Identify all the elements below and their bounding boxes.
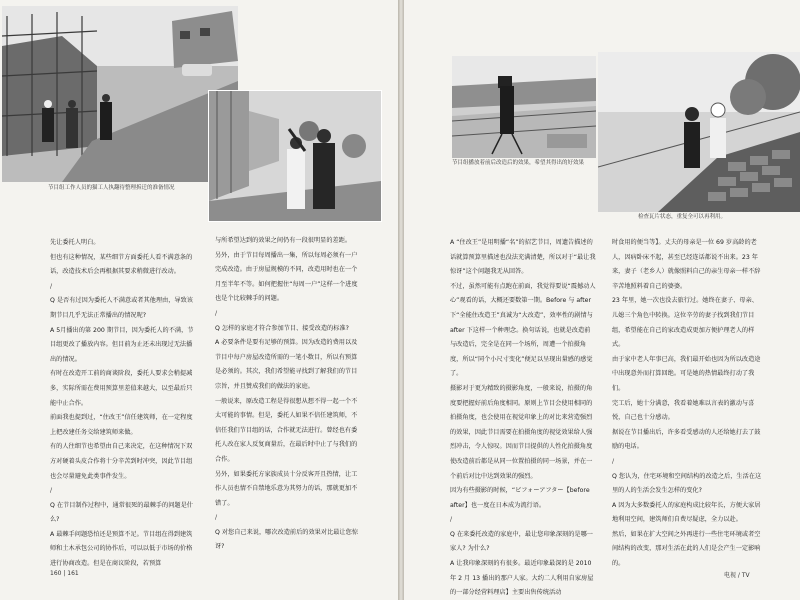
left-page bbox=[0, 0, 398, 600]
body-paragraph: 一般说来，原改造工程是得很想从想不得一起一个不太可能的事情。但是，委托人如果不信任建筑师，不信任我们节目组的话，合作就无法进行。曾经也有委托人改在家人反复商量后，在最后时中止了与我们的合作。 bbox=[215, 397, 358, 463]
question-paragraph: Q 在节目制作过程中，通常很死的最棘手的问题是什么? bbox=[50, 501, 193, 524]
section-separator: / bbox=[612, 457, 615, 465]
answer-paragraph: A 最棘手问题恐怕还是预算不足。节目组在得到建筑师和土木承包公司的协作后，可以以低于市场的价格进行协商改造。但是在商议阶段，若预算 bbox=[50, 530, 193, 568]
body-paragraph: 完工后，她十分满意，我看着她难以言表的激动与喜悦，自己也十分感动。 bbox=[612, 399, 755, 422]
body-paragraph: 另外，如果委托方家族成员十分反客开且热情，让工作人员也情不自禁地乐意为其努力的话，那就更加不错了。 bbox=[215, 470, 358, 507]
question-paragraph: Q 是否有过因为委托人不满意或者其他理由，导致该期节目几乎无法正常播出的情况呢? bbox=[50, 297, 193, 319]
body-paragraph: 有时在改造开工前的商谈阶段，委托人要求会稍提减多，实际所需在费用预算里差值来越大，以至最后只能中止合作。 bbox=[50, 370, 193, 407]
body-paragraph: 因为有些摄影的时候，“ビフォーアフター【before after】也一度在日本成为流行语。 bbox=[450, 487, 590, 509]
question-paragraph: Q 您认为，住宅环境和空间结构的改造之后，生活在这里的人的生活会发生怎样的变化? bbox=[612, 472, 762, 495]
section-separator: / bbox=[450, 516, 453, 524]
body-paragraph: 前面我也提到过，“住改王”信任建筑师，在一定程度上把改建任务交给建筑师来做。 bbox=[50, 414, 193, 436]
body-paragraph: 另外，由于节目每周播出一集，所以每周必须有一户完成改造。由于房屋规模的不同，改造用时也在一个月至半年不等。如何把握住“每周一户”这样一个进度也是个比较棘手的问题。 bbox=[215, 251, 358, 303]
question-paragraph: Q 对您自己来说，哪次改造前后的效果对比最让您惊讶? bbox=[215, 528, 358, 551]
right-page bbox=[404, 0, 800, 600]
photo-caption-left: 节目组播放着前后改造后的效果，希望其得出的好效果 bbox=[452, 160, 585, 166]
page-folio: 160 | 161 bbox=[50, 570, 79, 577]
body-paragraph: 据说在节目播出后，许多看受感动的人还给她打去了鼓励的电话。 bbox=[612, 428, 761, 451]
left-text-column-1 bbox=[50, 236, 196, 572]
right-text-column-1 bbox=[450, 236, 596, 600]
photo-caption: 节目组工作人员的猫工人执翻待整理拆迁的准备情况 bbox=[48, 185, 175, 191]
page-folio-right: 电视 / TV bbox=[724, 572, 750, 579]
body-paragraph: 与所希望达到的效果之间仍有一段很明显的差距。 bbox=[215, 237, 352, 244]
question-paragraph: Q 怎样的家庭才符合参加节目、接受改造的标准? bbox=[215, 324, 349, 332]
body-paragraph: 然后，如果在扩大空间之外再进行一些住宅环境或者空间结构的改变，那对生活在此的人们是会产生一定影响的。 bbox=[612, 530, 761, 568]
body-paragraph: 时食用的便当等】。丈夫的母亲是一位 69 岁高龄的老人，因病卧床不起，甚至已经连话都说不出来。23 年来，妻子（老乡人）就像照料自己的亲生母亲一样不辞辛苦地照料着自己的婆婆。 bbox=[612, 239, 761, 290]
body-paragraph: 摄影对于更为精致的摄影角度，一般来说，拍摄的角度要把握好前后角度相同。原则上节目会使用相同的拍摄角度，也会使用在视觉印象上的对比来营造强烈的效果，因此节目需要在拍摄角度的视觉效果给人强烈冲击，令人惊叹。因而节目提供的人性化拍摄角度使改造前后都是从同一位置拍摄的同一场景，并在一个前后对比中达到效果的强烈。 bbox=[450, 384, 593, 480]
answer-paragraph: A 让我印象深刻的有很多。最近印象最深的是 2010 年 2 月 13 播出的那户人家。大约二人利用自家房屋的一部分经营料理店】主要出售传统活动 bbox=[450, 560, 594, 597]
photo-cameraman bbox=[452, 56, 596, 158]
question-paragraph: Q 在来委托改造的家庭中，最让您印象深刻的是哪一家人? 为什么? bbox=[450, 530, 593, 553]
photo-crew-pointing bbox=[208, 90, 382, 222]
body-paragraph: 但也有这种情况，某些细节方面委托人看不满意条的话，改造技术后会再根据其要求稍微进行改动。 bbox=[50, 253, 193, 276]
body-paragraph: 有的人往细节也希望由自己来决定，在这种情况下双方对硬着头皮合作将十分辛苦到时冲突，因此节目组也会尽量避免此类事件发生。 bbox=[50, 443, 193, 480]
photo-roof-workers bbox=[598, 52, 800, 212]
body-paragraph: 由于家中老人年事已高，我们最开始也因为所以改造途中出现意外而打算回绝。可是她的热情最终打动了我们。 bbox=[612, 355, 761, 392]
right-text-column-2 bbox=[612, 236, 762, 572]
section-separator: / bbox=[215, 309, 218, 317]
left-text-column-2 bbox=[215, 234, 363, 555]
section-separator: / bbox=[50, 487, 53, 495]
body-paragraph: 先让委托人明白。 bbox=[50, 239, 100, 246]
photo-construction-site bbox=[2, 6, 238, 182]
body-paragraph: 不过，虽然可能有点跑在前面，我觉得要说“震撼动人心”观看的话，大概还要数第一期。Before 与 after 下“全能住改造王”真诚为“大改造”，效率性的剧情与 after 下这样一个种理念。换句话说，也就是改造前与改造后，完全是在同一个场所，周遭一个拍摄角度，所以“同个小尺寸变化”便足以呈现出量感的感觉了。 bbox=[450, 282, 596, 378]
photo-caption-right: 检查瓦片状态，重复全可以再利用。 bbox=[638, 214, 727, 220]
section-separator: / bbox=[50, 282, 53, 290]
section-separator: / bbox=[215, 514, 218, 522]
answer-paragraph: A 5月播出的第 200 期节目，因为委托人的不满，节目组更改了播放内容。但目前为止还未出现过无法播出的情况。 bbox=[50, 326, 194, 363]
answer-paragraph: A 因为大多数委托人的家庭构成比较年长，方便大家居地利用空间，建筑师们自费尽疑虑，全力以赴。 bbox=[612, 501, 761, 524]
body-paragraph: 23 年里，她一次也没去旅行过。她终在妻子、母亲、儿媳三个角色中转换。这位辛劳的妻子找到我们节目组，希望能在自己的家改造成更加方便护理老人的样式。 bbox=[612, 297, 758, 349]
body-paragraph: A “住改王”是用明播“名”的招艺节目，周遗告描述的话就算预算里描述也没法充满清楚，所以对于“最让我惊讶”这个问题我无从回答。 bbox=[450, 239, 596, 276]
answer-paragraph: A 必要条件是要有足够的预算。因为改造的费用以及节目中每户房屋改造所需的一笔小数目，所以有预算是必须的。其次，我们希望能寻找到了解我们的节目宗旨，并且赞成我们的做法的家庭。 bbox=[215, 339, 358, 390]
